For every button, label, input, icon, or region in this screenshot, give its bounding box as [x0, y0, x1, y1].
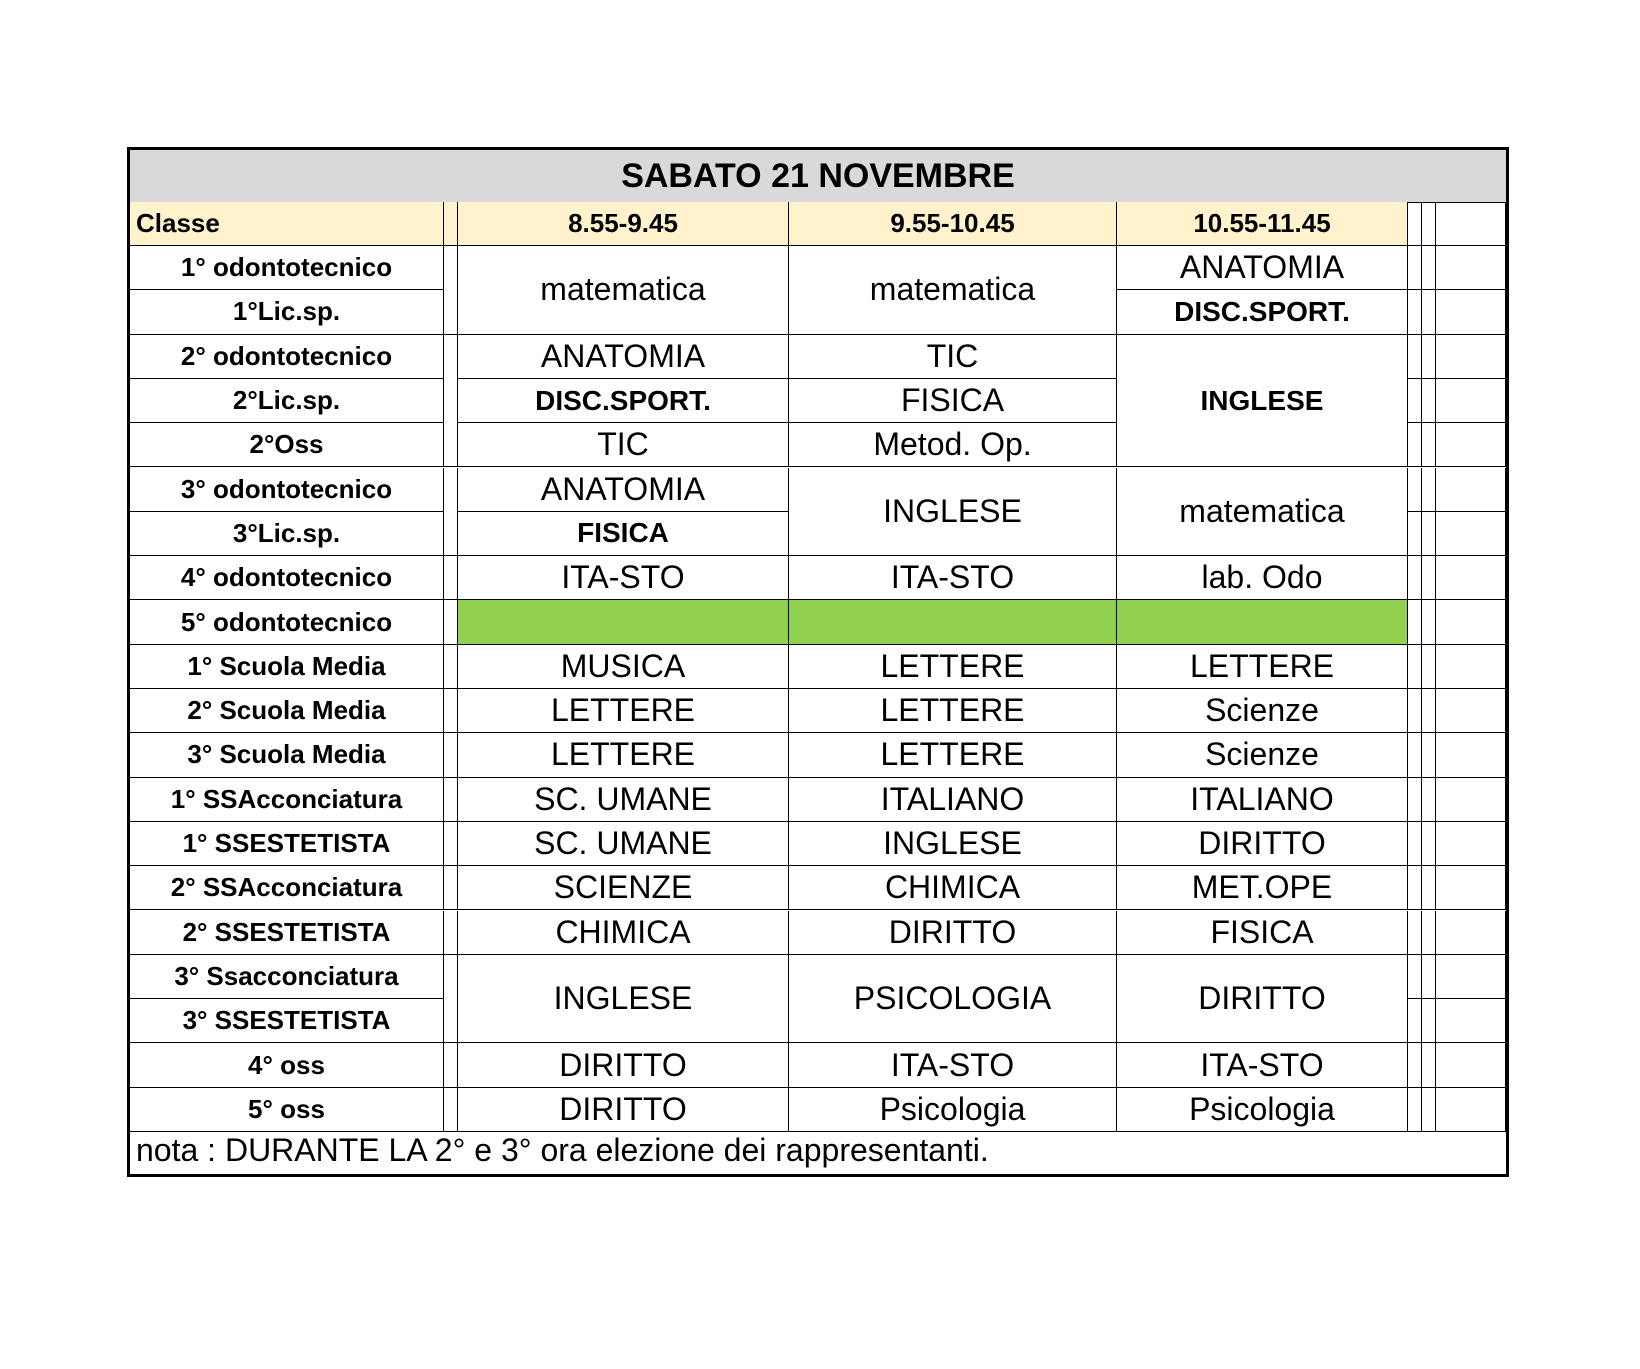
blank-cell [1408, 689, 1422, 733]
blank-cell [1422, 733, 1436, 777]
subject-cell: FISICA [458, 512, 789, 556]
blank-cell [1436, 512, 1506, 556]
blank-cell [1422, 1043, 1436, 1087]
subject-cell: ITA-STO [458, 556, 789, 600]
blank-cell [1422, 379, 1436, 423]
blank-cell [1422, 1088, 1436, 1132]
blank-cell [1436, 468, 1506, 512]
subject-cell: DISC.SPORT. [1117, 290, 1408, 334]
blank-cell [1408, 911, 1422, 955]
footer-note: nota : DURANTE LA 2° e 3° ora elezione dei rappresentanti. [136, 1132, 989, 1168]
subject-cell: TIC [789, 335, 1117, 379]
header-slot-2: 9.55-10.45 [789, 202, 1117, 246]
blank-cell [1436, 689, 1506, 733]
subject-cell: FISICA [1117, 911, 1408, 955]
subject-cell: LETTERE [789, 689, 1117, 733]
subject-cell: ITA-STO [1117, 1043, 1408, 1087]
class-name: 3° Ssacconciatura [130, 955, 444, 999]
header-spacer [444, 202, 458, 246]
spacer-cell [444, 645, 458, 689]
blank-cell [1436, 600, 1506, 644]
blank-cell [1436, 1043, 1506, 1087]
subject-cell: INGLESE [789, 468, 1117, 557]
class-name: 5° odontotecnico [130, 600, 444, 644]
blank-cell [1436, 423, 1506, 467]
blank-cell [1436, 290, 1506, 334]
subject-cell: INGLESE [458, 955, 789, 1044]
subject-cell: ANATOMIA [458, 335, 789, 379]
blank-cell [1436, 556, 1506, 600]
blank-cell [1436, 246, 1506, 290]
subject-cell: DIRITTO [1117, 955, 1408, 1044]
spacer-cell [444, 955, 458, 1044]
subject-cell: TIC [458, 423, 789, 467]
subject-cell: lab. Odo [1117, 556, 1408, 600]
blank-cell [1436, 335, 1506, 379]
blank-cell [1408, 379, 1422, 423]
subject-cell: LETTERE [789, 645, 1117, 689]
subject-cell: Metod. Op. [789, 423, 1117, 467]
subject-cell: DIRITTO [1117, 822, 1408, 866]
subject-cell: DIRITTO [789, 911, 1117, 955]
subject-cell: LETTERE [458, 689, 789, 733]
blank-cell [1408, 1088, 1422, 1132]
subject-cell: CHIMICA [789, 866, 1117, 910]
header-blank [1422, 202, 1436, 246]
class-name: 1° odontotecnico [130, 246, 444, 290]
blank-cell [1436, 379, 1506, 423]
subject-cell: Scienze [1117, 689, 1408, 733]
blank-cell [1408, 423, 1422, 467]
subject-cell: ANATOMIA [1117, 246, 1408, 290]
subject-cell: ITA-STO [789, 1043, 1117, 1087]
subject-cell: ITALIANO [789, 778, 1117, 822]
blank-cell [1422, 645, 1436, 689]
subject-cell: MET.OPE [1117, 866, 1408, 910]
class-name: 4° oss [130, 1043, 444, 1087]
class-name: 2° SSESTETISTA [130, 911, 444, 955]
subject-cell: matematica [789, 246, 1117, 335]
spacer-cell [444, 600, 458, 644]
blank-cell [1422, 778, 1436, 822]
blank-cell [1436, 733, 1506, 777]
blank-cell [1408, 778, 1422, 822]
blank-cell [1408, 512, 1422, 556]
blank-cell [1422, 468, 1436, 512]
blank-cell [1408, 1043, 1422, 1087]
subject-cell: Psicologia [1117, 1088, 1408, 1132]
spacer-cell [444, 866, 458, 910]
blank-cell [1408, 468, 1422, 512]
highlight-cell [1117, 600, 1408, 644]
subject-cell: ITA-STO [789, 556, 1117, 600]
blank-cell [1408, 246, 1422, 290]
class-name: 2° odontotecnico [130, 335, 444, 379]
class-name: 1° SSAcconciatura [130, 778, 444, 822]
class-name: 2° SSAcconciatura [130, 866, 444, 910]
header-blank [1436, 202, 1506, 246]
subject-cell: SC. UMANE [458, 778, 789, 822]
spacer-cell [444, 246, 458, 335]
blank-cell [1408, 600, 1422, 644]
class-name: 2° Scuola Media [130, 689, 444, 733]
subject-cell: DISC.SPORT. [458, 379, 789, 423]
class-name: 5° oss [130, 1088, 444, 1132]
blank-cell [1408, 955, 1422, 999]
blank-cell [1436, 911, 1506, 955]
class-name: 1° Scuola Media [130, 645, 444, 689]
subject-cell: DIRITTO [458, 1043, 789, 1087]
blank-cell [1408, 999, 1422, 1043]
blank-cell [1408, 733, 1422, 777]
subject-cell: ANATOMIA [458, 468, 789, 512]
subject-cell: matematica [1117, 468, 1408, 557]
timetable [127, 147, 1509, 1177]
subject-cell: DIRITTO [458, 1088, 789, 1132]
spacer-cell [444, 778, 458, 822]
spacer-cell [444, 822, 458, 866]
blank-cell [1408, 290, 1422, 334]
subject-cell: LETTERE [458, 733, 789, 777]
spacer-cell [444, 689, 458, 733]
subject-cell: matematica [458, 246, 789, 335]
blank-cell [1422, 689, 1436, 733]
class-name: 3°Lic.sp. [130, 512, 444, 556]
blank-cell [1408, 866, 1422, 910]
subject-cell: LETTERE [789, 733, 1117, 777]
header-classe: Classe [130, 202, 444, 246]
spacer-cell [444, 1088, 458, 1132]
spacer-cell [444, 335, 458, 468]
highlight-cell [458, 600, 789, 644]
class-name: 3° Scuola Media [130, 733, 444, 777]
blank-cell [1408, 556, 1422, 600]
subject-cell: ITALIANO [1117, 778, 1408, 822]
highlight-cell [789, 600, 1117, 644]
blank-cell [1422, 246, 1436, 290]
spacer-cell [444, 911, 458, 955]
blank-cell [1436, 999, 1506, 1043]
blank-cell [1436, 955, 1506, 999]
class-name: 1° SSESTETISTA [130, 822, 444, 866]
class-name: 3° SSESTETISTA [130, 999, 444, 1043]
blank-cell [1436, 866, 1506, 910]
blank-cell [1422, 999, 1436, 1043]
spacer-cell [444, 468, 458, 557]
blank-cell [1436, 778, 1506, 822]
blank-cell [1422, 556, 1436, 600]
class-name: 2°Oss [130, 423, 444, 467]
blank-cell [1422, 335, 1436, 379]
header-blank [1408, 202, 1422, 246]
blank-cell [1422, 423, 1436, 467]
blank-cell [1422, 512, 1436, 556]
page-title: SABATO 21 NOVEMBRE [130, 150, 1506, 203]
spacer-cell [444, 556, 458, 600]
subject-cell: LETTERE [1117, 645, 1408, 689]
subject-cell: Scienze [1117, 733, 1408, 777]
blank-cell [1422, 955, 1436, 999]
subject-cell: FISICA [789, 379, 1117, 423]
blank-cell [1422, 600, 1436, 644]
subject-cell: INGLESE [789, 822, 1117, 866]
class-name: 4° odontotecnico [130, 556, 444, 600]
blank-cell [1422, 866, 1436, 910]
subject-cell: PSICOLOGIA [789, 955, 1117, 1044]
blank-cell [1408, 645, 1422, 689]
blank-cell [1422, 290, 1436, 334]
subject-cell: SCIENZE [458, 866, 789, 910]
class-name: 3° odontotecnico [130, 468, 444, 512]
header-slot-3: 10.55-11.45 [1117, 202, 1408, 246]
subject-cell: CHIMICA [458, 911, 789, 955]
blank-cell [1436, 645, 1506, 689]
spacer-cell [444, 1043, 458, 1087]
class-name: 2°Lic.sp. [130, 379, 444, 423]
blank-cell [1436, 822, 1506, 866]
subject-cell: MUSICA [458, 645, 789, 689]
blank-cell [1408, 822, 1422, 866]
header-slot-1: 8.55-9.45 [458, 202, 789, 246]
subject-cell: SC. UMANE [458, 822, 789, 866]
spacer-cell [444, 733, 458, 777]
subject-cell: Psicologia [789, 1088, 1117, 1132]
blank-cell [1422, 822, 1436, 866]
blank-cell [1422, 911, 1436, 955]
subject-cell: INGLESE [1117, 335, 1408, 468]
blank-cell [1436, 1088, 1506, 1132]
blank-cell [1408, 335, 1422, 379]
class-name: 1°Lic.sp. [130, 290, 444, 334]
